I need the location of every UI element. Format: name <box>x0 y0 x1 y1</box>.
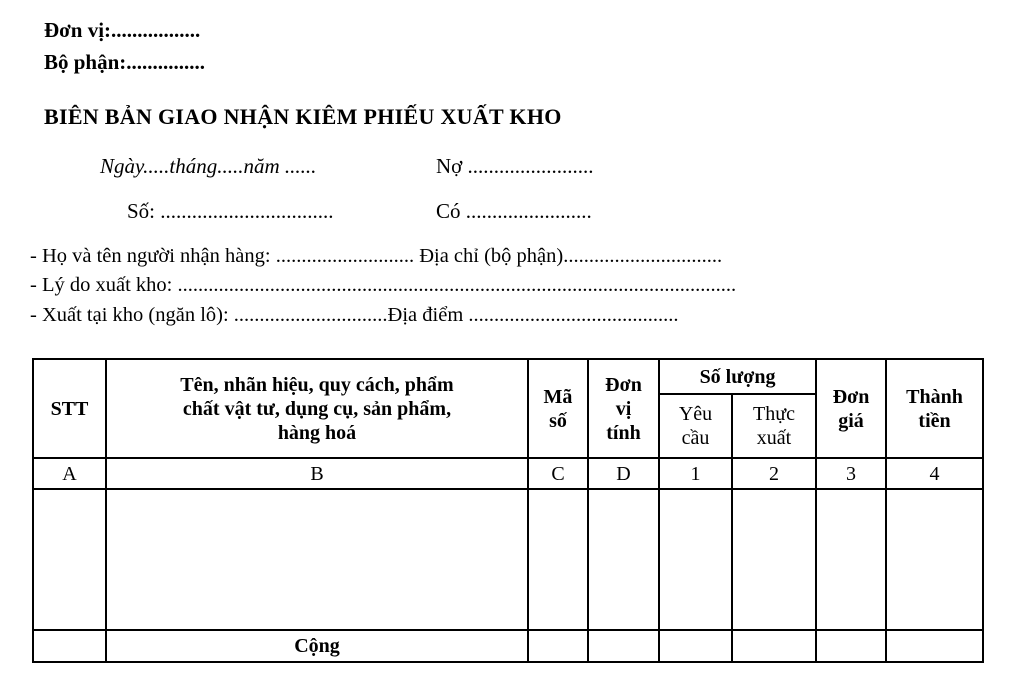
column-letter: 3 <box>816 458 886 489</box>
total-label: Cộng <box>106 630 528 662</box>
header-stt: STT <box>33 359 106 458</box>
header-code: Mã số <box>528 359 588 458</box>
column-letter: 2 <box>732 458 816 489</box>
blank-cell <box>528 489 588 630</box>
blank-cell <box>732 489 816 630</box>
column-letters-row <box>33 458 983 489</box>
blank-cell <box>33 489 106 630</box>
header-unit-price: Đơn giá <box>816 359 886 458</box>
blank-cell <box>588 630 659 662</box>
warehouse-line: - Xuất tại kho (ngăn lô): ..............................Địa điểm ......................................... <box>30 304 679 326</box>
column-letter: B <box>106 458 528 489</box>
blank-cell <box>528 630 588 662</box>
total-row <box>33 630 983 662</box>
column-letter: 4 <box>886 458 983 489</box>
blank-cell <box>732 630 816 662</box>
header-quantity: Số lượng <box>659 359 816 394</box>
goods-table <box>32 358 984 663</box>
column-letter: C <box>528 458 588 489</box>
receiver-line: - Họ và tên người nhận hàng: ........................... Địa chỉ (bộ phận)............................... <box>30 245 723 267</box>
blank-cell <box>816 630 886 662</box>
department-field: Bộ phận:............... <box>44 50 206 74</box>
reason-line: - Lý do xuất kho: ............................................................................................................. <box>30 274 737 296</box>
table-row <box>33 489 983 630</box>
blank-cell <box>816 489 886 630</box>
header-amount: Thành tiền <box>886 359 983 458</box>
column-letter: 1 <box>659 458 732 489</box>
debit-field: Nợ ........................ <box>436 154 594 178</box>
blank-cell <box>886 489 983 630</box>
unit-field: Đơn vị:................. <box>44 18 201 42</box>
credit-field: Có ........................ <box>436 199 592 223</box>
column-letter: A <box>33 458 106 489</box>
document-title: BIÊN BẢN GIAO NHẬN KIÊM PHIẾU XUẤT KHO <box>44 104 562 129</box>
blank-cell <box>588 489 659 630</box>
header-item-name: Tên, nhãn hiệu, quy cách, phẩm chất vật tư, dụng cụ, sản phẩm, hàng hoá <box>106 359 528 458</box>
blank-cell <box>659 489 732 630</box>
header-actual: Thực xuất <box>732 394 816 458</box>
date-field: Ngày.....tháng.....năm ...... <box>100 154 317 178</box>
blank-cell <box>106 489 528 630</box>
header-unit: Đơn vị tính <box>588 359 659 458</box>
blank-cell <box>659 630 732 662</box>
blank-cell <box>886 630 983 662</box>
blank-cell <box>33 630 106 662</box>
header-requested: Yêu cầu <box>659 394 732 458</box>
number-field: Số: ................................. <box>127 199 334 223</box>
column-letter: D <box>588 458 659 489</box>
